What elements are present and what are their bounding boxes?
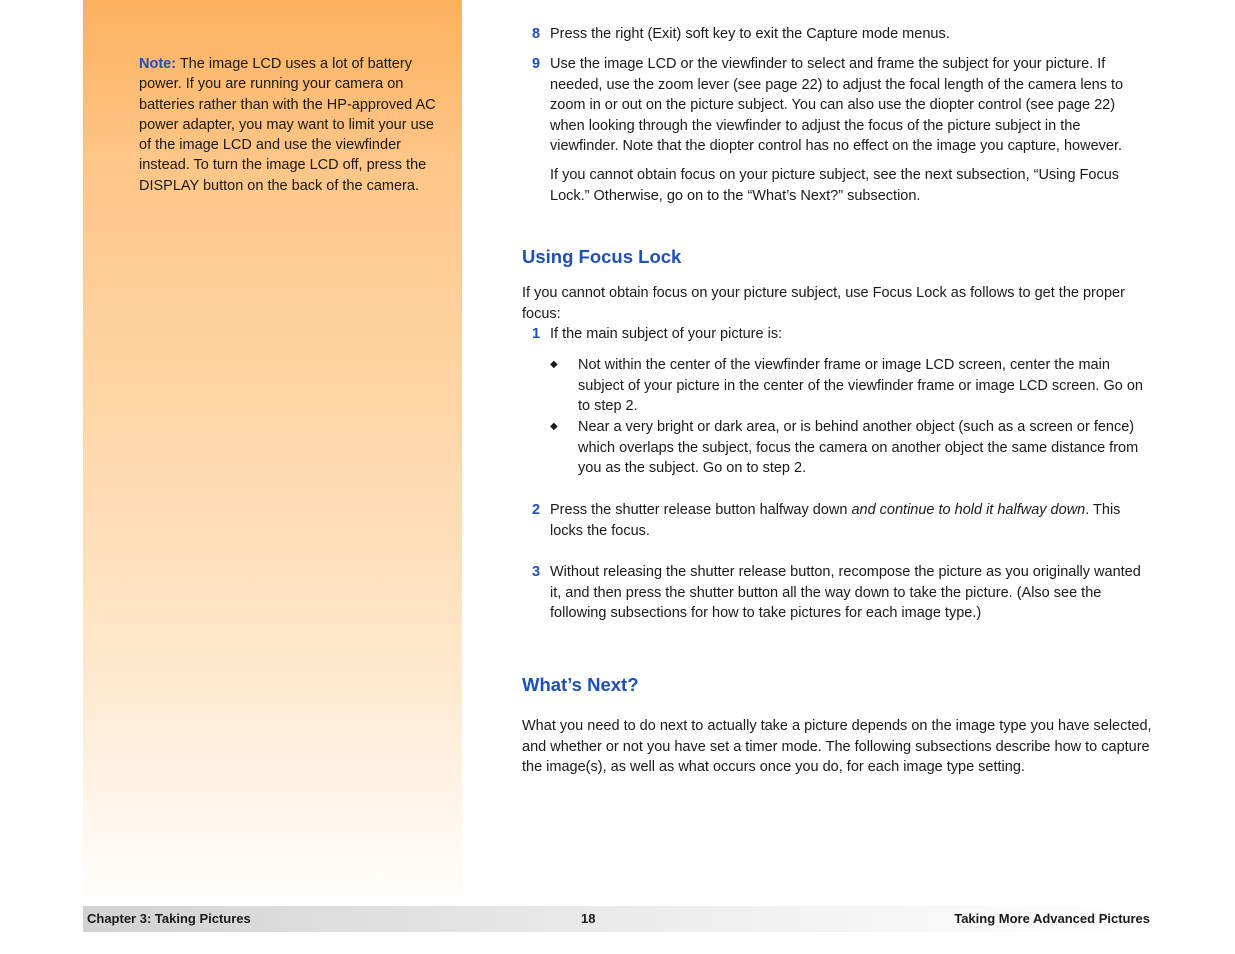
bullet-text: Near a very bright or dark area, or is behind another object (such as a screen or fence) which overlaps the subject, focus the camera on another object the same distance from you as the subject. Go on to step 2. (578, 419, 1139, 476)
step-text (550, 500, 1150, 541)
step-number: 1 (532, 326, 541, 342)
diamond-bullet-icon: ◆ (550, 421, 558, 432)
footer-section: Taking More Advanced Pictures (954, 911, 1150, 926)
step-text: Press the right (Exit) soft key to exit the Capture mode menus. (550, 26, 950, 42)
footer-page-number: 18 (581, 911, 596, 926)
step-text: Without releasing the shutter release button, recompose the picture as you originally wanted it, and then press the shutter button all the way down to take the picture. (Also see the following subsections for how to take pictures for each image type.) (550, 564, 1141, 621)
step-number: 2 (532, 502, 541, 518)
step-number: 8 (532, 26, 541, 42)
whats-next-text: What you need to do next to actually take a picture depends on the image type you have selected, and whether or not you have set a timer mode. The following subsections describe how to capture the image(s), as well as what occurs once you do, for each image type setting. (522, 718, 1152, 775)
step-number: 3 (532, 564, 541, 580)
note-text: The image LCD uses a lot of battery power. If you are running your camera on batteries rather than with the HP-approved AC power adapter, you may want to limit your use of the image LCD and use the viewfinder instead. To turn the image LCD off, press the DISPLAY button on the back of the camera. (139, 56, 436, 194)
page-footer (83, 906, 1152, 932)
step-text-part: . This locks the focus. (550, 502, 1121, 539)
diamond-bullet-icon: ◆ (550, 359, 558, 370)
step-text: If the main subject of your picture is: (550, 326, 783, 342)
step-text: Use the image LCD or the viewfinder to select and frame the subject for your picture. If needed, use the zoom lever (see page 22) to adjust the focal length of the camera lens to zoom in or out on the picture subject. You can also use the diopter control (see page 22) when looking through the viewfinder to adjust the focus of the picture subject in the viewfinder. Note that the diopter control has no effect on the image you capture, however. (550, 56, 1124, 154)
step-9-followup: If you cannot obtain focus on your picture subject, see the next subsection, “Using Focus Lock.” Otherwise, go on to the “What’s Next?” subsection. (550, 167, 1120, 204)
section-heading-whats-next: What’s Next? (522, 674, 639, 695)
note-box (139, 54, 439, 196)
footer-chapter: Chapter 3: Taking Pictures (87, 911, 251, 926)
section-heading-focus-lock: Using Focus Lock (522, 246, 682, 267)
bullet-text: Not within the center of the viewfinder frame or image LCD screen, center the main subject of your picture in the center of the viewfinder frame or image LCD screen. Go on to step 2. (578, 357, 1143, 414)
note-label: Note: (139, 56, 177, 72)
step-text-emphasis: and continue to hold it halfway down (851, 502, 1086, 518)
step-number: 9 (532, 56, 541, 72)
focus-lock-intro: If you cannot obtain focus on your picture subject, use Focus Lock as follows to get the proper focus: (522, 285, 1125, 322)
step-text-part: Press the shutter release button halfway down (550, 502, 852, 518)
